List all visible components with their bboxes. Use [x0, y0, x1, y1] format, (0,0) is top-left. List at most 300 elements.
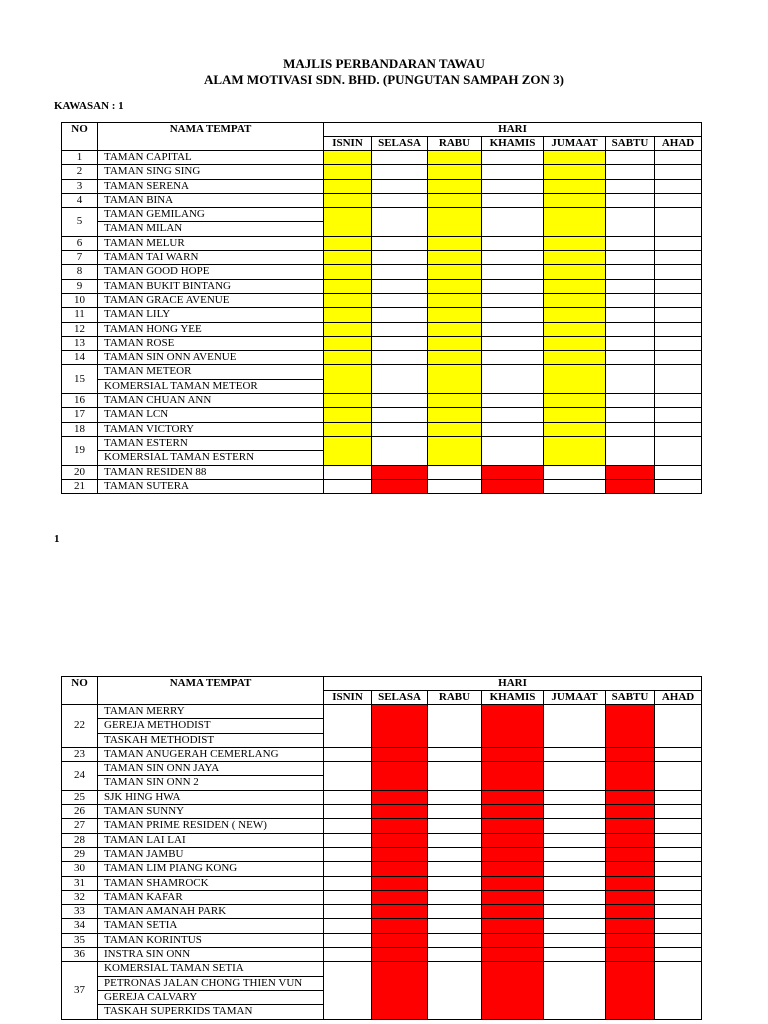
- day-cell-isnin: [324, 322, 372, 336]
- col-header-nama-tempat: NAMA TEMPAT: [98, 677, 324, 705]
- table-row: [62, 308, 702, 322]
- table-row: [62, 193, 702, 207]
- day-cell-ahad: [655, 165, 702, 179]
- table-row: [62, 394, 702, 408]
- day-cell-isnin: [324, 479, 372, 493]
- table-row: [62, 847, 702, 861]
- day-cell-ahad: [655, 876, 702, 890]
- day-cell-isnin: [324, 165, 372, 179]
- day-cell-khamis: [482, 705, 544, 748]
- day-cell-khamis: [482, 236, 544, 250]
- day-cell-jumaat: [544, 465, 606, 479]
- day-cell-isnin: [324, 436, 372, 465]
- day-cell-khamis: [482, 862, 544, 876]
- day-cell-sabtu: [606, 251, 655, 265]
- day-cell-jumaat: [544, 394, 606, 408]
- day-header-sabtu: SABTU: [606, 137, 655, 151]
- row-number: 13: [62, 336, 98, 350]
- row-number: 15: [62, 365, 98, 394]
- day-cell-selasa: [372, 179, 428, 193]
- day-cell-jumaat: [544, 308, 606, 322]
- day-cell-rabu: [428, 705, 482, 748]
- row-number: 20: [62, 465, 98, 479]
- day-cell-jumaat: [544, 833, 606, 847]
- day-cell-selasa: [372, 790, 428, 804]
- day-cell-jumaat: [544, 762, 606, 791]
- day-cell-sabtu: [606, 919, 655, 933]
- table-row: [62, 422, 702, 436]
- day-cell-rabu: [428, 819, 482, 833]
- day-cell-sabtu: [606, 165, 655, 179]
- day-cell-khamis: [482, 747, 544, 761]
- row-number: 2: [62, 165, 98, 179]
- place-name: TAMAN AMANAH PARK: [98, 905, 324, 919]
- table-row: [62, 747, 702, 761]
- place-name: TAMAN CAPITAL: [98, 151, 324, 165]
- table-row: [62, 179, 702, 193]
- place-name: TAMAN ROSE: [98, 336, 324, 350]
- day-cell-jumaat: [544, 948, 606, 962]
- place-name: TAMAN VICTORY: [98, 422, 324, 436]
- day-cell-khamis: [482, 905, 544, 919]
- day-cell-ahad: [655, 236, 702, 250]
- day-cell-rabu: [428, 876, 482, 890]
- day-cell-sabtu: [606, 465, 655, 479]
- day-cell-sabtu: [606, 905, 655, 919]
- day-cell-sabtu: [606, 847, 655, 861]
- day-cell-khamis: [482, 265, 544, 279]
- day-cell-khamis: [482, 833, 544, 847]
- day-cell-isnin: [324, 151, 372, 165]
- day-cell-isnin: [324, 862, 372, 876]
- day-cell-selasa: [372, 919, 428, 933]
- day-cell-ahad: [655, 308, 702, 322]
- place-name: TAMAN LAI LAI: [98, 833, 324, 847]
- day-cell-jumaat: [544, 322, 606, 336]
- day-header-isnin: ISNIN: [324, 137, 372, 151]
- table-row: [62, 408, 702, 422]
- day-cell-isnin: [324, 876, 372, 890]
- day-cell-jumaat: [544, 193, 606, 207]
- day-cell-jumaat: [544, 436, 606, 465]
- day-cell-khamis: [482, 308, 544, 322]
- day-cell-jumaat: [544, 905, 606, 919]
- day-cell-isnin: [324, 747, 372, 761]
- day-cell-selasa: [372, 279, 428, 293]
- day-cell-ahad: [655, 436, 702, 465]
- day-cell-selasa: [372, 151, 428, 165]
- day-cell-selasa: [372, 479, 428, 493]
- day-cell-khamis: [482, 251, 544, 265]
- schedule-table-1: [61, 122, 702, 494]
- day-cell-khamis: [482, 847, 544, 861]
- place-name: TAMAN SIN ONN JAYA: [98, 762, 324, 776]
- row-number: 18: [62, 422, 98, 436]
- day-cell-khamis: [482, 151, 544, 165]
- day-cell-jumaat: [544, 862, 606, 876]
- row-number: 8: [62, 265, 98, 279]
- table-row: [62, 236, 702, 250]
- row-number: 23: [62, 747, 98, 761]
- day-cell-ahad: [655, 819, 702, 833]
- day-cell-rabu: [428, 905, 482, 919]
- row-number: 33: [62, 905, 98, 919]
- day-cell-selasa: [372, 847, 428, 861]
- day-cell-ahad: [655, 408, 702, 422]
- day-cell-jumaat: [544, 165, 606, 179]
- day-cell-sabtu: [606, 833, 655, 847]
- day-cell-isnin: [324, 351, 372, 365]
- day-cell-sabtu: [606, 236, 655, 250]
- row-number: 30: [62, 862, 98, 876]
- row-number: 12: [62, 322, 98, 336]
- day-cell-rabu: [428, 279, 482, 293]
- day-cell-sabtu: [606, 479, 655, 493]
- day-cell-sabtu: [606, 208, 655, 237]
- table-row: [62, 833, 702, 847]
- place-name: TAMAN BINA: [98, 193, 324, 207]
- day-cell-sabtu: [606, 365, 655, 394]
- day-cell-selasa: [372, 251, 428, 265]
- day-cell-ahad: [655, 933, 702, 947]
- day-cell-isnin: [324, 933, 372, 947]
- day-cell-ahad: [655, 422, 702, 436]
- day-cell-jumaat: [544, 279, 606, 293]
- table-row: [62, 336, 702, 350]
- table-row: [62, 436, 702, 450]
- day-cell-isnin: [324, 805, 372, 819]
- day-cell-rabu: [428, 847, 482, 861]
- table-row: [62, 805, 702, 819]
- place-name: TAMAN MERRY: [98, 705, 324, 719]
- day-cell-isnin: [324, 819, 372, 833]
- day-cell-sabtu: [606, 805, 655, 819]
- day-cell-selasa: [372, 408, 428, 422]
- day-header-jumaat: JUMAAT: [544, 691, 606, 705]
- day-cell-khamis: [482, 948, 544, 962]
- day-cell-rabu: [428, 251, 482, 265]
- day-cell-rabu: [428, 308, 482, 322]
- day-cell-rabu: [428, 351, 482, 365]
- place-name: TAMAN PRIME RESIDEN ( NEW): [98, 819, 324, 833]
- place-name: TAMAN JAMBU: [98, 847, 324, 861]
- row-number: 4: [62, 193, 98, 207]
- row-number: 1: [62, 151, 98, 165]
- day-cell-khamis: [482, 165, 544, 179]
- place-name: TAMAN SERENA: [98, 179, 324, 193]
- row-number: 21: [62, 479, 98, 493]
- day-cell-jumaat: [544, 351, 606, 365]
- day-cell-rabu: [428, 236, 482, 250]
- table-row: [62, 151, 702, 165]
- day-cell-ahad: [655, 805, 702, 819]
- row-number: 31: [62, 876, 98, 890]
- page-subtitle: ALAM MOTIVASI SDN. BHD. (PUNGUTAN SAMPAH ZON 3): [203, 72, 565, 87]
- day-cell-ahad: [655, 208, 702, 237]
- day-cell-sabtu: [606, 193, 655, 207]
- day-cell-khamis: [482, 890, 544, 904]
- place-name: TASKAH METHODIST: [98, 733, 324, 747]
- day-cell-ahad: [655, 890, 702, 904]
- day-cell-khamis: [482, 819, 544, 833]
- day-cell-selasa: [372, 436, 428, 465]
- day-cell-rabu: [428, 862, 482, 876]
- day-cell-sabtu: [606, 408, 655, 422]
- table-row: [62, 919, 702, 933]
- day-cell-isnin: [324, 408, 372, 422]
- place-name: TAMAN SING SING: [98, 165, 324, 179]
- day-cell-jumaat: [544, 236, 606, 250]
- row-number: 37: [62, 962, 98, 1019]
- day-cell-ahad: [655, 790, 702, 804]
- day-cell-isnin: [324, 193, 372, 207]
- table-row: [62, 762, 702, 776]
- day-cell-rabu: [428, 179, 482, 193]
- table-row: [62, 876, 702, 890]
- day-cell-selasa: [372, 833, 428, 847]
- row-number: 19: [62, 436, 98, 465]
- day-cell-sabtu: [606, 293, 655, 307]
- table-row: [62, 351, 702, 365]
- table-row: [62, 948, 702, 962]
- place-name: TAMAN KAFAR: [98, 890, 324, 904]
- col-header-hari: HARI: [324, 677, 702, 691]
- row-number: 14: [62, 351, 98, 365]
- place-name: TAMAN SETIA: [98, 919, 324, 933]
- table-row: [62, 479, 702, 493]
- day-cell-selasa: [372, 747, 428, 761]
- day-header-isnin: ISNIN: [324, 691, 372, 705]
- day-cell-ahad: [655, 265, 702, 279]
- day-cell-rabu: [428, 890, 482, 904]
- day-cell-isnin: [324, 394, 372, 408]
- place-name: TAMAN RESIDEN 88: [98, 465, 324, 479]
- place-name: TAMAN SUNNY: [98, 805, 324, 819]
- table-row: [62, 890, 702, 904]
- kawasan-label: KAWASAN : 1: [54, 100, 124, 112]
- day-cell-ahad: [655, 479, 702, 493]
- day-cell-sabtu: [606, 322, 655, 336]
- day-cell-sabtu: [606, 890, 655, 904]
- day-cell-sabtu: [606, 762, 655, 791]
- day-cell-rabu: [428, 790, 482, 804]
- table-row: [62, 251, 702, 265]
- day-cell-rabu: [428, 408, 482, 422]
- day-cell-selasa: [372, 905, 428, 919]
- day-cell-khamis: [482, 279, 544, 293]
- day-cell-ahad: [655, 351, 702, 365]
- row-number: 6: [62, 236, 98, 250]
- place-name: TAMAN METEOR: [98, 365, 324, 379]
- day-cell-ahad: [655, 762, 702, 791]
- row-number: 26: [62, 805, 98, 819]
- day-cell-jumaat: [544, 933, 606, 947]
- place-name: TAMAN GOOD HOPE: [98, 265, 324, 279]
- day-header-ahad: AHAD: [655, 691, 702, 705]
- day-cell-sabtu: [606, 962, 655, 1019]
- day-cell-khamis: [482, 919, 544, 933]
- day-cell-khamis: [482, 436, 544, 465]
- day-cell-ahad: [655, 705, 702, 748]
- row-number: 22: [62, 705, 98, 748]
- day-cell-isnin: [324, 833, 372, 847]
- col-header-nama-tempat: NAMA TEMPAT: [98, 123, 324, 151]
- place-name: GEREJA CALVARY: [98, 990, 324, 1004]
- day-cell-jumaat: [544, 962, 606, 1019]
- place-name: TAMAN LIM PIANG KONG: [98, 862, 324, 876]
- day-cell-selasa: [372, 819, 428, 833]
- day-cell-jumaat: [544, 747, 606, 761]
- day-cell-khamis: [482, 293, 544, 307]
- table-row: [62, 208, 702, 222]
- day-cell-sabtu: [606, 394, 655, 408]
- place-name: TAMAN MILAN: [98, 222, 324, 236]
- table-row: [62, 790, 702, 804]
- day-cell-rabu: [428, 948, 482, 962]
- col-header-no: NO: [62, 677, 98, 705]
- day-cell-sabtu: [606, 862, 655, 876]
- place-name: TAMAN GRACE AVENUE: [98, 293, 324, 307]
- place-name: GEREJA METHODIST: [98, 719, 324, 733]
- day-cell-sabtu: [606, 819, 655, 833]
- day-cell-khamis: [482, 179, 544, 193]
- day-cell-khamis: [482, 876, 544, 890]
- day-cell-rabu: [428, 293, 482, 307]
- day-cell-sabtu: [606, 308, 655, 322]
- day-header-sabtu: SABTU: [606, 691, 655, 705]
- day-cell-ahad: [655, 279, 702, 293]
- day-cell-selasa: [372, 876, 428, 890]
- table-row: [62, 279, 702, 293]
- table-row: [62, 905, 702, 919]
- day-cell-khamis: [482, 422, 544, 436]
- day-cell-khamis: [482, 193, 544, 207]
- day-cell-khamis: [482, 322, 544, 336]
- day-cell-ahad: [655, 151, 702, 165]
- day-cell-jumaat: [544, 265, 606, 279]
- day-cell-sabtu: [606, 351, 655, 365]
- day-cell-jumaat: [544, 847, 606, 861]
- place-name: TAMAN SIN ONN 2: [98, 776, 324, 790]
- col-header-hari: HARI: [324, 123, 702, 137]
- day-cell-sabtu: [606, 179, 655, 193]
- day-cell-isnin: [324, 365, 372, 394]
- day-cell-jumaat: [544, 805, 606, 819]
- day-cell-rabu: [428, 336, 482, 350]
- day-cell-isnin: [324, 236, 372, 250]
- day-cell-jumaat: [544, 919, 606, 933]
- row-number: 24: [62, 762, 98, 791]
- place-name: TAMAN TAI WARN: [98, 251, 324, 265]
- day-cell-sabtu: [606, 422, 655, 436]
- place-name: TAMAN BUKIT BINTANG: [98, 279, 324, 293]
- day-cell-ahad: [655, 847, 702, 861]
- table-row: [62, 705, 702, 719]
- day-cell-isnin: [324, 293, 372, 307]
- place-name: TAMAN ESTERN: [98, 436, 324, 450]
- day-cell-khamis: [482, 962, 544, 1019]
- place-name: KOMERSIAL TAMAN SETIA: [98, 962, 324, 976]
- day-cell-rabu: [428, 151, 482, 165]
- day-cell-rabu: [428, 422, 482, 436]
- day-cell-jumaat: [544, 293, 606, 307]
- day-cell-selasa: [372, 962, 428, 1019]
- row-number: 7: [62, 251, 98, 265]
- day-cell-sabtu: [606, 279, 655, 293]
- day-cell-rabu: [428, 805, 482, 819]
- day-cell-sabtu: [606, 747, 655, 761]
- day-cell-jumaat: [544, 876, 606, 890]
- day-cell-jumaat: [544, 479, 606, 493]
- day-cell-ahad: [655, 322, 702, 336]
- day-cell-khamis: [482, 336, 544, 350]
- day-cell-rabu: [428, 833, 482, 847]
- day-cell-rabu: [428, 208, 482, 237]
- day-cell-jumaat: [544, 179, 606, 193]
- row-number: 27: [62, 819, 98, 833]
- day-cell-selasa: [372, 208, 428, 237]
- day-cell-jumaat: [544, 151, 606, 165]
- day-cell-sabtu: [606, 151, 655, 165]
- day-cell-sabtu: [606, 265, 655, 279]
- day-cell-ahad: [655, 962, 702, 1019]
- page-title: MAJLIS PERBANDARAN TAWAU: [283, 56, 485, 71]
- place-name: TAMAN KORINTUS: [98, 933, 324, 947]
- place-name: KOMERSIAL TAMAN METEOR: [98, 379, 324, 393]
- day-cell-isnin: [324, 422, 372, 436]
- place-name: TAMAN MELUR: [98, 236, 324, 250]
- day-cell-isnin: [324, 265, 372, 279]
- day-cell-isnin: [324, 308, 372, 322]
- day-cell-sabtu: [606, 948, 655, 962]
- day-header-ahad: AHAD: [655, 137, 702, 151]
- row-number: 16: [62, 394, 98, 408]
- place-name: TAMAN LCN: [98, 408, 324, 422]
- row-number: 29: [62, 847, 98, 861]
- day-cell-rabu: [428, 322, 482, 336]
- place-name: TAMAN SIN ONN AVENUE: [98, 351, 324, 365]
- day-cell-ahad: [655, 251, 702, 265]
- day-cell-selasa: [372, 762, 428, 791]
- place-name: TAMAN HONG YEE: [98, 322, 324, 336]
- day-cell-rabu: [428, 747, 482, 761]
- place-name: TAMAN SHAMROCK: [98, 876, 324, 890]
- place-name: TAMAN GEMILANG: [98, 208, 324, 222]
- day-cell-rabu: [428, 479, 482, 493]
- day-cell-selasa: [372, 805, 428, 819]
- day-cell-rabu: [428, 365, 482, 394]
- table-row: [62, 962, 702, 976]
- day-cell-ahad: [655, 862, 702, 876]
- day-cell-rabu: [428, 919, 482, 933]
- table-row: [62, 265, 702, 279]
- day-cell-ahad: [655, 293, 702, 307]
- day-cell-isnin: [324, 919, 372, 933]
- table-row: [62, 819, 702, 833]
- row-number: 10: [62, 293, 98, 307]
- day-cell-jumaat: [544, 365, 606, 394]
- schedule-table-2: [61, 676, 702, 1020]
- table-row: [62, 293, 702, 307]
- day-cell-jumaat: [544, 422, 606, 436]
- day-cell-rabu: [428, 165, 482, 179]
- place-name: TASKAH SUPERKIDS TAMAN: [98, 1005, 324, 1019]
- day-header-selasa: SELASA: [372, 691, 428, 705]
- day-cell-sabtu: [606, 436, 655, 465]
- row-number: 32: [62, 890, 98, 904]
- day-cell-ahad: [655, 336, 702, 350]
- table-row: [62, 165, 702, 179]
